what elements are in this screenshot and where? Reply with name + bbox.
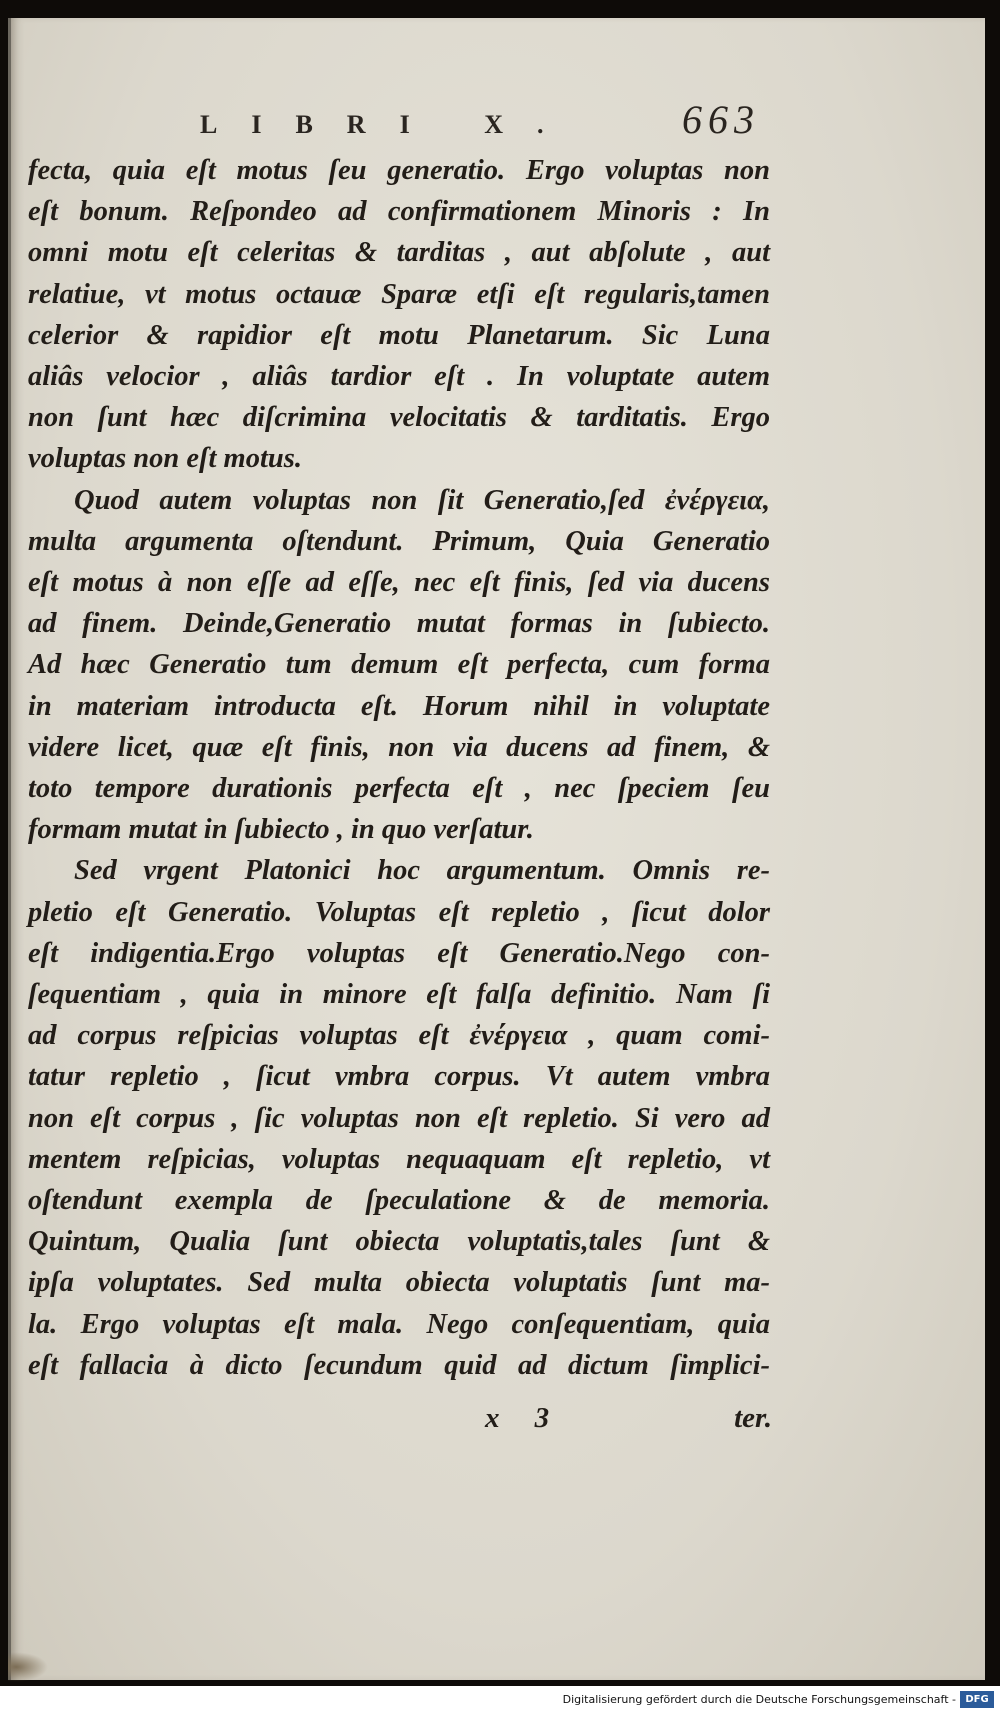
text-line: eſt indigentia.Ergo voluptas eſt Generatio.Nego con-	[28, 937, 770, 969]
text-line: in materiam introducta eſt. Horum nihil in voluptate	[28, 690, 770, 722]
text-line: eſt fallacia à dicto ſecundum quid ad dictum ſimplici-	[28, 1349, 770, 1381]
digitization-footer	[0, 1686, 1000, 1715]
text-line: Ad hæc Generatio tum demum eſt perfecta, cum forma	[28, 649, 770, 681]
text-line: ad corpus reſpicias voluptas eſt ἐνέργεια , quam comi-	[28, 1020, 770, 1052]
text-line: oſtendunt exempla de ſpeculatione & de memoria.	[28, 1185, 770, 1217]
body-text	[28, 150, 770, 1386]
page-number: 663	[682, 97, 760, 142]
text-line: ipſa voluptates. Sed multa obiecta voluptatis ſunt ma-	[28, 1267, 770, 1299]
text-line: celerior & rapidior eſt motu Planetarum. Sic Luna	[28, 319, 770, 351]
text-line: non eſt corpus , ſic voluptas non eſt repletio. Si vero ad	[28, 1102, 770, 1134]
text-line: videre licet, quæ eſt finis, non via ducens ad finem, &	[28, 731, 770, 763]
text-line: Sed vrgent Platonici hoc argumentum. Omnis re-	[74, 855, 770, 887]
signature-number: 3	[534, 1402, 550, 1434]
text-line: ſequentiam , quia in minore eſt falſa definitio. Nam ſi	[28, 979, 770, 1011]
signature-line	[485, 1402, 772, 1435]
text-line: Quod autem voluptas non ſit Generatio,ſed ἐνέργεια,	[74, 484, 770, 516]
text-line: relatiue, vt motus octauæ Sparæ etſi eſt regularis,tamen	[28, 278, 770, 310]
text-line: mentem reſpicias, voluptas nequaquam eſt repletio, vt	[28, 1143, 770, 1175]
text-line: multa argumenta oſtendunt. Primum, Quia Generatio	[28, 525, 770, 557]
dfg-logo: DFG	[960, 1691, 994, 1708]
text-line: eſt bonum. Reſpondeo ad confirmationem Minoris : In	[28, 196, 770, 228]
text-line: omni motu eſt celeritas & tarditas , aut abſolute , aut	[28, 237, 770, 269]
text-line: formam mutat in ſubiecto , in quo verſatur.	[28, 814, 534, 846]
text-line: pletio eſt Generatio. Voluptas eſt repletio , ſicut dolor	[28, 896, 770, 928]
text-line: non ſunt hæc diſcrimina velocitatis & tarditatis. Ergo	[28, 402, 770, 434]
running-head: LIBRI X.	[200, 110, 578, 139]
text-line: fecta, quia eſt motus ſeu generatio. Ergo voluptas non	[28, 155, 770, 186]
signature-mark: x	[485, 1402, 500, 1434]
text-line: aliâs velocior , aliâs tardior eſt . In voluptate autem	[28, 361, 770, 393]
catchword: ter.	[734, 1402, 772, 1434]
text-line: toto tempore durationis perfecta eſt , nec ſpeciem ſeu	[28, 773, 770, 805]
text-line: Quintum, Qualia ſunt obiecta voluptatis,tales ſunt &	[28, 1226, 770, 1258]
page-stain	[8, 1652, 48, 1682]
text-line: eſt motus à non eſſe ad eſſe, nec eſt finis, ſed via ducens	[28, 567, 770, 599]
text-line: la. Ergo voluptas eſt mala. Nego conſequentiam, quia	[28, 1308, 770, 1340]
page-header	[200, 96, 760, 143]
text-line: voluptas non eſt motus.	[28, 443, 302, 475]
text-line: tatur repletio , ſicut vmbra corpus. Vt autem vmbra	[28, 1061, 770, 1093]
text-line: ad finem. Deinde,Generatio mutat formas in ſubiecto.	[28, 608, 770, 640]
funding-credit: Digitalisierung gefördert durch die Deutsche Forschungsgemeinschaft -	[562, 1693, 956, 1706]
